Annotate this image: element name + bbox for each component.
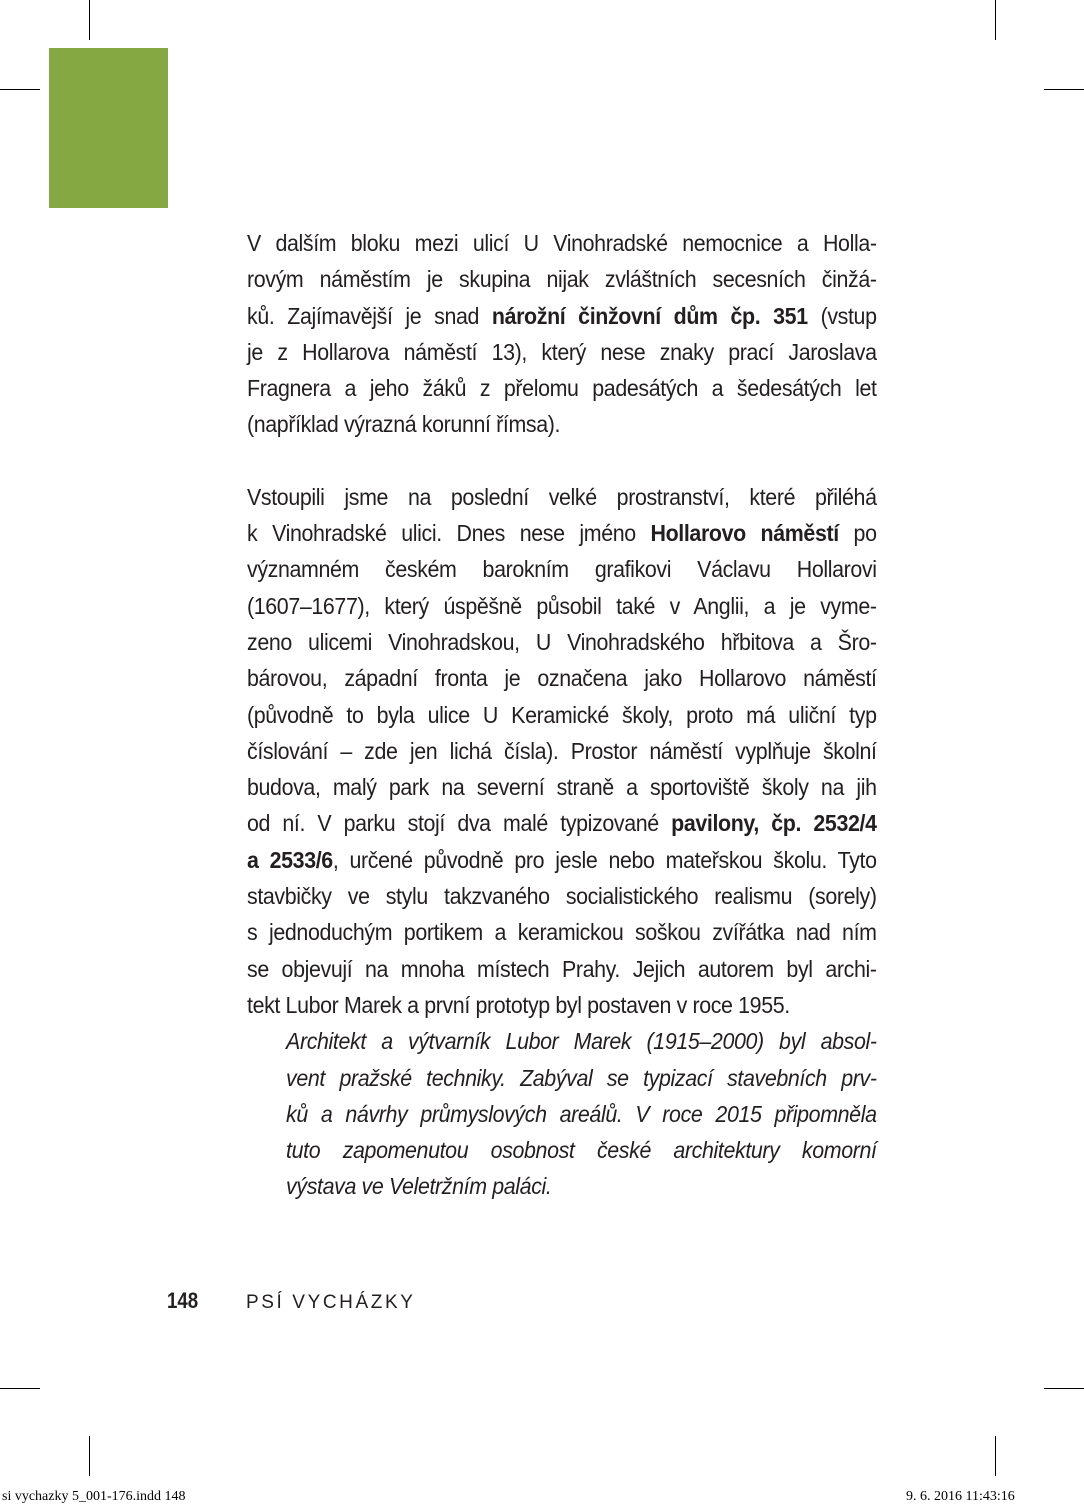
- crop-mark: [995, 1436, 996, 1476]
- text-line: [247, 624, 877, 660]
- text-line: [247, 951, 877, 987]
- text-run: po: [838, 520, 877, 547]
- text-column: [247, 225, 877, 1205]
- note-paragraph: [247, 1023, 877, 1204]
- text-run: (původně to byla ulice U Keramické školy, proto má uliční typ: [247, 701, 877, 728]
- text-line: [247, 406, 877, 442]
- text-run: bárovou, západní fronta je označena jako Hollarovo náměstí: [247, 665, 877, 692]
- text-line: [247, 914, 877, 950]
- paragraph-gap: [247, 443, 877, 479]
- text-line: [247, 225, 877, 261]
- text-run: (například výrazná korunní římsa).: [247, 411, 561, 438]
- text-line: [247, 805, 877, 841]
- bold-term: a 2533/6: [247, 846, 333, 873]
- text-run: s jednoduchým portikem a keramickou soškou zvířátka nad ním: [247, 919, 877, 946]
- text-run: ků. Zajímavější je snad: [247, 302, 492, 329]
- crop-mark: [89, 1436, 90, 1476]
- bold-term: Hollarovo náměstí: [650, 520, 839, 547]
- page-footer: [167, 1288, 416, 1316]
- text-line: [247, 842, 877, 878]
- slug-date-time: 9. 6. 2016 11:43:16: [906, 1489, 1015, 1504]
- text-line: [247, 479, 877, 515]
- running-title: PSÍ VYCHÁZKY: [246, 1292, 416, 1313]
- text-line: [247, 515, 877, 551]
- text-line: [247, 551, 877, 587]
- paragraph-2: [247, 479, 877, 1023]
- text-line: [247, 697, 877, 733]
- bold-term: nárožní činžovní dům čp. 351: [491, 302, 808, 329]
- text-run: budova, malý park na severní straně a sportoviště školy na jih: [247, 774, 877, 801]
- crop-mark: [89, 0, 90, 40]
- note-line: výstava ve Veletržním paláci.: [286, 1173, 552, 1200]
- text-run: od ní. V parku stojí dva malé typizované: [247, 810, 672, 837]
- text-run: Fragnera a jeho žáků z přelomu padesátých a šedesátých let: [247, 375, 877, 402]
- note-line: Architekt a výtvarník Lubor Marek (1915–2000) byl absol-: [286, 1028, 877, 1055]
- slug-file-name: si vychazky 5_001-176.indd 148: [2, 1489, 186, 1504]
- note-line: tuto zapomenutou osobnost české architektury komorní: [286, 1137, 877, 1164]
- note-line: vent pražské techniky. Zabýval se typizací stavebních prv-: [286, 1064, 877, 1091]
- text-run: , určené původně pro jesle nebo mateřskou školu. Tyto: [332, 846, 877, 873]
- text-run: rovým náměstím je skupina nijak zvláštních secesních činžá-: [247, 266, 877, 293]
- page-number: 148: [167, 1288, 199, 1313]
- text-run: (1607–1677), který úspěšně působil také v Anglii, a je vyme-: [247, 592, 877, 619]
- text-run: významném českém barokním grafikovi Václavu Hollarovi: [247, 556, 877, 583]
- text-line: [247, 261, 877, 297]
- text-line: [247, 769, 877, 805]
- text-line: [247, 334, 877, 370]
- text-run: Vstoupili jsme na poslední velké prostranství, které přiléhá: [247, 483, 877, 510]
- crop-mark: [0, 89, 40, 90]
- text-run: tekt Lubor Marek a první prototyp byl postaven v roce 1955.: [247, 991, 790, 1018]
- text-run: k Vinohradské ulici. Dnes nese jméno: [247, 520, 651, 547]
- paragraph-1: [247, 225, 877, 443]
- chapter-color-block: [49, 48, 168, 208]
- crop-mark: [0, 1388, 40, 1389]
- crop-mark: [995, 0, 996, 40]
- text-line: [247, 660, 877, 696]
- crop-mark: [1044, 89, 1084, 90]
- text-line: [247, 298, 877, 334]
- text-line: [247, 588, 877, 624]
- text-run: zeno ulicemi Vinohradskou, U Vinohradského hřbitova a Šro-: [247, 628, 877, 655]
- bold-term: pavilony, čp. 2532/4: [671, 810, 877, 837]
- text-run: V dalším bloku mezi ulicí U Vinohradské nemocnice a Holla-: [247, 230, 877, 256]
- text-line: [247, 987, 877, 1023]
- text-line: [247, 370, 877, 406]
- text-run: stavbičky ve stylu takzvaného socialistického realismu (sorely): [247, 883, 877, 910]
- text-run: číslování – zde jen lichá čísla). Prostor náměstí vyplňuje školní: [247, 737, 877, 764]
- text-run: se objevují na mnoha místech Prahy. Jejich autorem byl archi-: [247, 955, 877, 982]
- body-text: [247, 225, 877, 1205]
- crop-mark: [1044, 1388, 1084, 1389]
- note-line: ků a návrhy průmyslových areálů. V roce 2015 připomněla: [286, 1100, 877, 1127]
- text-line: [247, 878, 877, 914]
- text-run: je z Hollarova náměstí 13), který nese znaky prací Jaroslava: [247, 338, 877, 365]
- text-run: (vstup: [807, 302, 877, 329]
- text-line: [247, 733, 877, 769]
